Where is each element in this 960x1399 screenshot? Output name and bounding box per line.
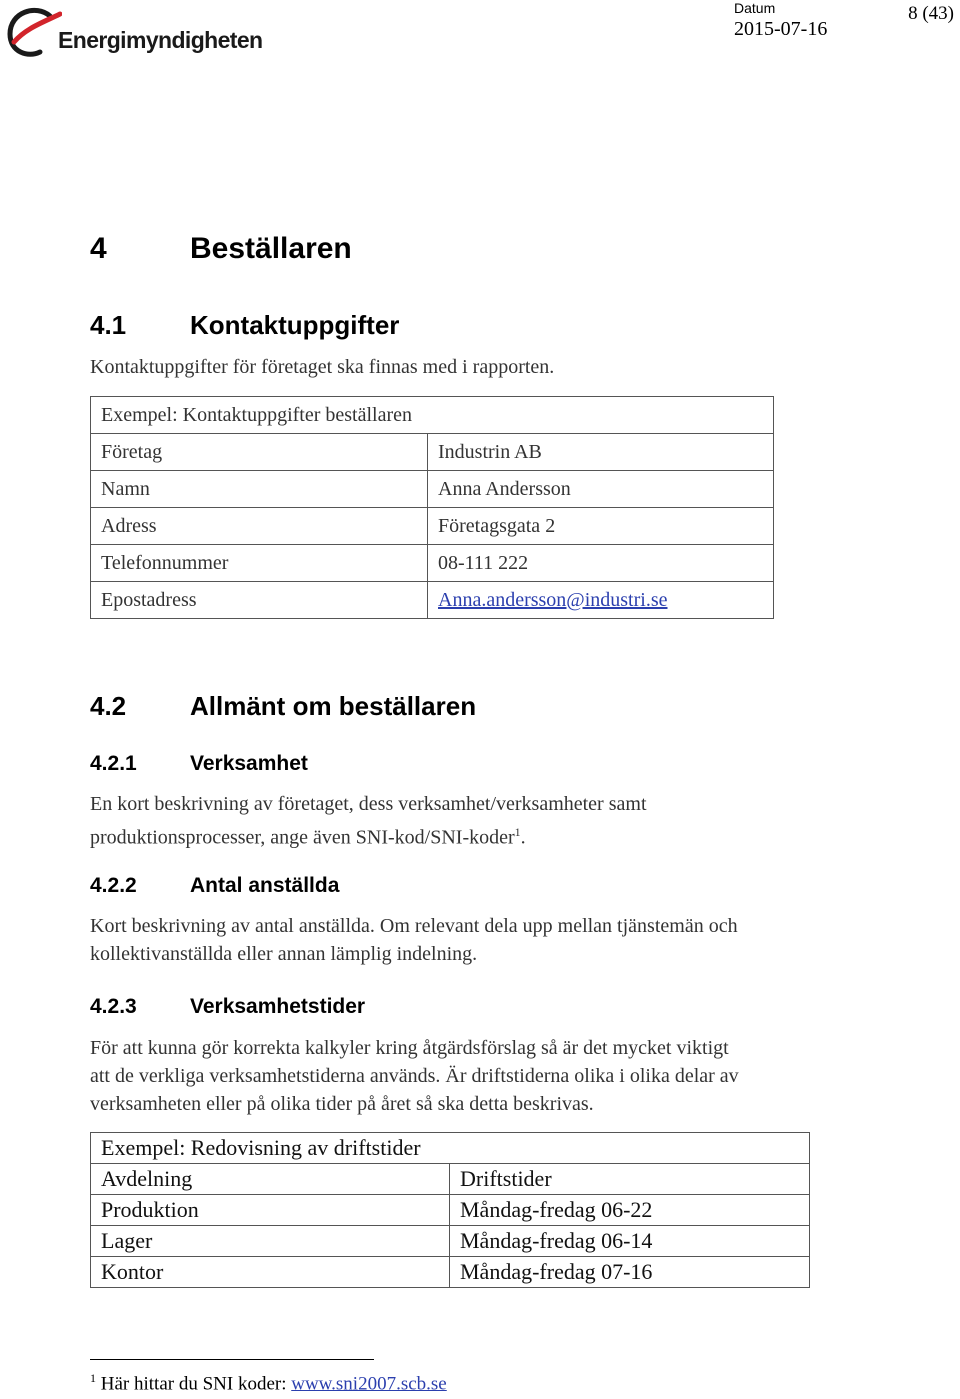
department-cell: Lager	[91, 1226, 450, 1257]
table-row	[91, 1195, 810, 1226]
footnote-reference: 1	[514, 825, 521, 839]
logo-text: Energimyndigheten	[58, 27, 263, 53]
paragraph-line: Kort beskrivning av antal anställda. Om relevant dela upp mellan tjänstemän och	[90, 915, 738, 937]
paragraph-line: För att kunna gör korrekta kalkyler kring åtgärdsförslag så är det mycket viktigt	[90, 1037, 729, 1059]
paragraph-line: att de verkliga verksamhetstiderna används. Är driftstiderna olika i olika delar av	[90, 1065, 739, 1087]
energimyndigheten-logo	[6, 6, 263, 60]
row-value	[428, 582, 774, 619]
contact-example-table	[90, 396, 774, 619]
row-label: Telefonnummer	[91, 545, 428, 582]
section-4-1-heading	[90, 310, 690, 344]
table-caption-row	[91, 397, 774, 434]
column-header-department: Avdelning	[91, 1164, 450, 1195]
section-title: Verksamhetstider	[190, 995, 366, 1018]
section-number: 4.2.1	[90, 752, 137, 775]
section-title: Antal anställda	[190, 874, 340, 897]
section-4-2-heading	[90, 691, 690, 725]
footnote-text: Här hittar du SNI koder:	[100, 1373, 292, 1395]
row-value: Industrin AB	[428, 434, 774, 471]
table-row	[91, 1226, 810, 1257]
hours-cell: Måndag-fredag 06-14	[450, 1226, 810, 1257]
footnote-separator	[90, 1359, 374, 1360]
antal-anstallda-paragraph	[90, 912, 738, 968]
section-number: 4.2.3	[90, 995, 137, 1018]
row-label: Epostadress	[91, 582, 428, 619]
section-4-2-1-heading	[90, 752, 690, 780]
contact-intro-text: Kontaktuppgifter för företaget ska finnas med i rapporten.	[90, 356, 555, 378]
section-4-2-3-heading	[90, 995, 690, 1023]
table-row	[91, 1257, 810, 1288]
row-value: Företagsgata 2	[428, 508, 774, 545]
logo-swoosh-icon	[6, 6, 62, 60]
hours-cell: Måndag-fredag 07-16	[450, 1257, 810, 1288]
row-label: Namn	[91, 471, 428, 508]
table-row	[91, 545, 774, 582]
row-label: Företag	[91, 434, 428, 471]
page-number: 8 (43)	[908, 3, 954, 24]
table-caption-row	[91, 1133, 810, 1164]
footnote-marker: 1	[90, 1371, 96, 1385]
date-value: 2015-07-16	[734, 18, 828, 40]
section-4-2-2-heading	[90, 874, 690, 902]
row-value: Anna Andersson	[428, 471, 774, 508]
row-label: Adress	[91, 508, 428, 545]
paragraph-line: kollektivanställda eller annan lämplig indelning.	[90, 943, 478, 965]
table-row	[91, 471, 774, 508]
paragraph-line: verksamheten eller på olika tider på året så ska detta beskrivas.	[90, 1093, 594, 1115]
table-caption: Exempel: Redovisning av driftstider	[91, 1133, 810, 1164]
table-row	[91, 434, 774, 471]
column-header-hours: Driftstider	[450, 1164, 810, 1195]
section-title: Kontaktuppgifter	[190, 310, 400, 340]
paragraph-line: En kort beskrivning av företaget, dess verksamhet/verksamheter samt	[90, 793, 647, 815]
table-header-row	[91, 1164, 810, 1195]
section-number: 4	[90, 232, 107, 265]
paragraph-line	[90, 818, 647, 852]
department-cell: Kontor	[91, 1257, 450, 1288]
department-cell: Produktion	[91, 1195, 450, 1226]
table-caption: Exempel: Kontaktuppgifter beställaren	[91, 397, 774, 434]
verksamhetstider-paragraph	[90, 1034, 739, 1118]
section-number: 4.2.2	[90, 874, 137, 897]
footnote	[90, 1371, 447, 1395]
section-title: Allmänt om beställaren	[190, 691, 477, 721]
hours-cell: Måndag-fredag 06-22	[450, 1195, 810, 1226]
section-title: Verksamhet	[190, 752, 308, 775]
paragraph-text: produktionsprocesser, ange även SNI-kod/SNI-koder	[90, 826, 515, 849]
email-link[interactable]: Anna.andersson@industri.se	[438, 588, 668, 611]
operating-hours-table	[90, 1132, 810, 1288]
table-row	[91, 508, 774, 545]
row-value: 08-111 222	[428, 545, 774, 582]
section-4-heading	[90, 232, 690, 272]
table-row	[91, 582, 774, 619]
section-title: Beställaren	[190, 232, 352, 265]
verksamhet-paragraph	[90, 790, 647, 852]
date-label: Datum	[734, 0, 776, 16]
section-number: 4.1	[90, 310, 127, 340]
paragraph-text: .	[520, 826, 526, 849]
sni-link[interactable]: www.sni2007.scb.se	[291, 1373, 447, 1395]
section-number: 4.2	[90, 691, 127, 721]
